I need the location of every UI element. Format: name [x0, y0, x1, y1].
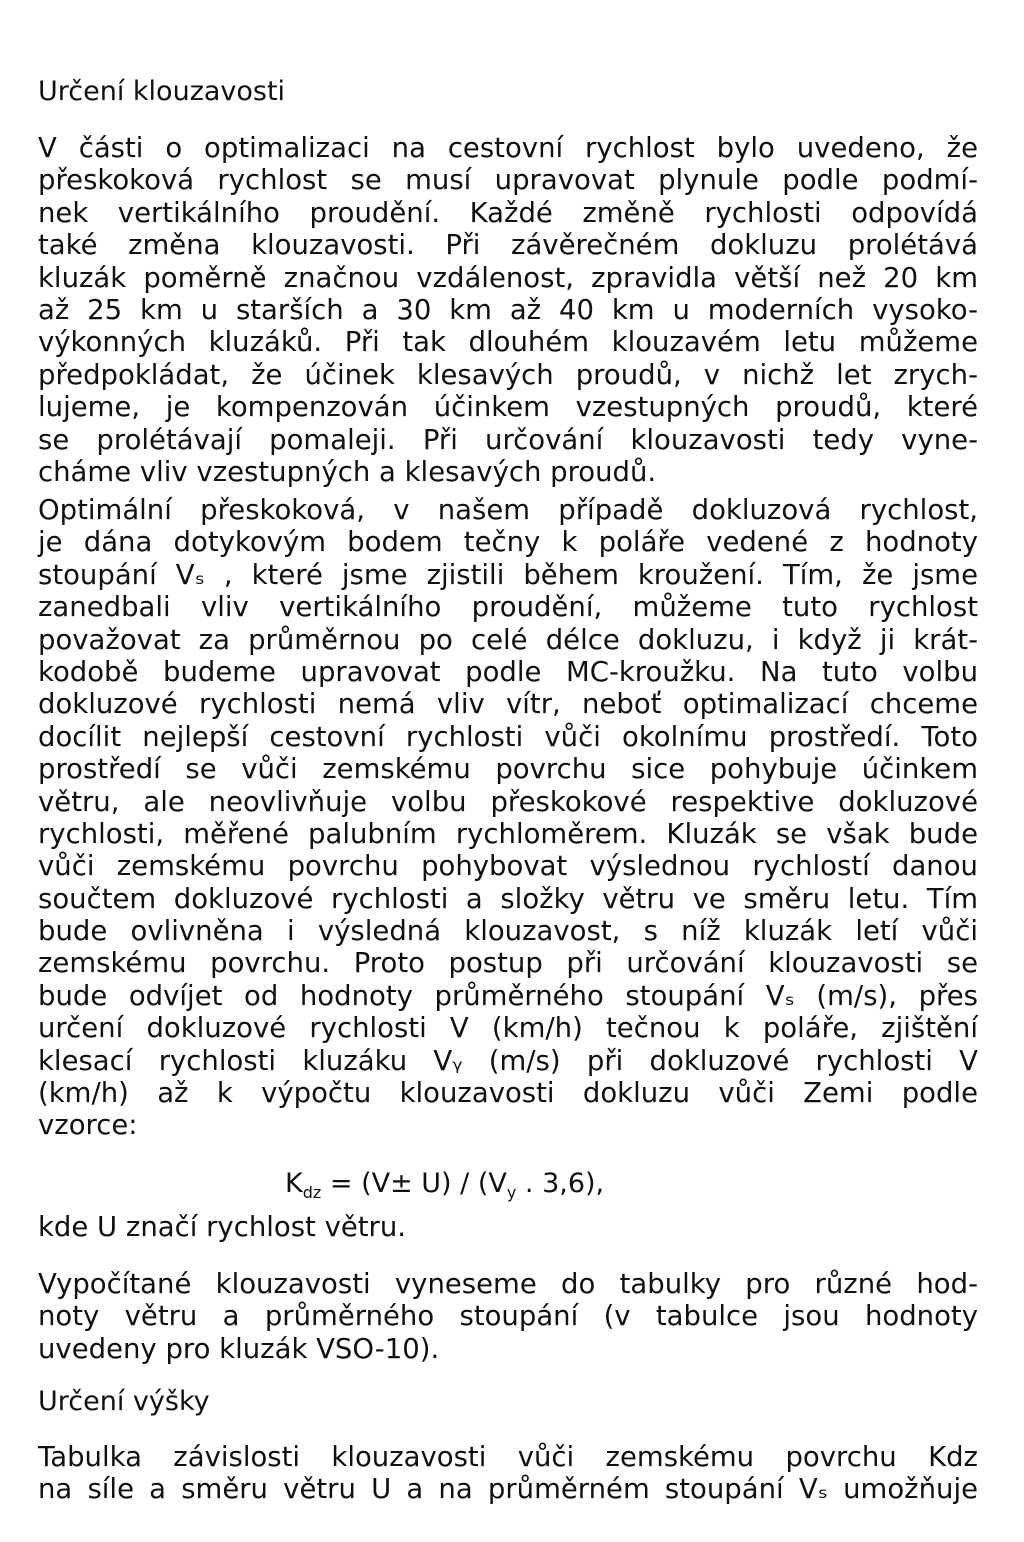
text-line: kodobě budeme upravovat podle MC-kroužku. Na tuto volbu	[38, 655, 978, 688]
section-heading-klouzavost: Určení klouzavosti	[38, 76, 286, 107]
text-line: uvedeny pro kluzák VSO-10).	[38, 1332, 440, 1365]
text-line: klesací rychlosti kluzáku Vᵧ (m/s) při dokluzové rychlosti V	[38, 1044, 978, 1077]
text-line: V části o optimalizaci na cestovní rychlost bylo uvedeno, že	[38, 132, 978, 164]
text-line: považovat za průměrnou po celé délce dokluzu, i když ji krát-	[38, 623, 978, 656]
text-line: také změna klouzavosti. Při závěrečném dokluzu prolétává	[38, 229, 978, 262]
text-line: Optimální přeskoková, v našem případě dokluzová rychlost,	[38, 494, 978, 526]
paragraph-tabulka	[38, 1268, 978, 1365]
paragraph-optimalizace	[38, 132, 978, 488]
text-line: zemskému povrchu. Proto postup při určování klouzavosti se	[38, 947, 978, 980]
text-line: předpokládat, že účinek klesavých proudů, v nichž let zrych-	[38, 358, 978, 391]
text-line: (km/h) až k výpočtu klouzavosti dokluzu vůči Zemi podle	[38, 1077, 978, 1110]
text-line: větru, ale neovlivňuje volbu přeskokové respektive dokluzové	[38, 785, 978, 818]
formula-klouzavost	[285, 1168, 604, 1209]
text-line: součtem dokluzové rychlosti a složky větru ve směru letu. Tím	[38, 882, 978, 915]
text-line: docílit nejlepší cestovní rychlosti vůči okolnímu prostředí. Toto	[38, 720, 978, 753]
text-line: bude odvíjet od hodnoty průměrného stoupání Vₛ (m/s), přes	[38, 979, 978, 1012]
text-line: vůči zemskému povrchu pohybovat výslednou rychlostí danou	[38, 850, 978, 883]
text-line: přeskoková rychlost se musí upravovat plynule podle podmí-	[38, 164, 978, 197]
section-heading-vyska: Určení výšky	[38, 1386, 210, 1417]
text-line: Tabulka závislosti klouzavosti vůči zemskému povrchu Kdz	[38, 1441, 978, 1473]
text-line: noty větru a průměrného stoupání (v tabulce jsou hodnoty	[38, 1300, 978, 1333]
text-line: cháme vliv vzestupných a klesavých proudů.	[38, 455, 657, 488]
paragraph-urceni-vysky	[38, 1441, 978, 1506]
text-line: výkonných kluzáků. Při tak dlouhém klouzavém letu můžeme	[38, 326, 978, 359]
formula-rhs: = (V± U) / (V	[329, 1168, 507, 1199]
formula-note: kde U značí rychlost větru.	[38, 1211, 407, 1243]
text-line: stoupání Vₛ , které jsme zjistili během kroužení. Tím, že jsme	[38, 558, 978, 591]
text-line: dokluzové rychlosti nemá vliv vítr, neboť optimalizací chceme	[38, 688, 978, 721]
formula-rhs-tail: . 3,6),	[516, 1168, 605, 1199]
text-line: Vypočítané klouzavosti vyneseme do tabulky pro různé hod-	[38, 1268, 978, 1300]
text-line: bude ovlivněna i výsledná klouzavost, s níž kluzák letí vůči	[38, 915, 978, 948]
text-line: lujeme, je kompenzován účinkem vzestupných proudů, které	[38, 391, 978, 424]
text-line: prostředí se vůči zemskému povrchu sice pohybuje účinkem	[38, 753, 978, 786]
text-line: kluzák poměrně značnou vzdálenost, zpravidla větší než 20 km	[38, 261, 978, 294]
text-line: rychlosti, měřené palubním rychloměrem. Kluzák se však bude	[38, 817, 978, 850]
text-line: určení dokluzové rychlosti V (km/h) tečnou k poláře, zjištění	[38, 1012, 978, 1045]
text-line: až 25 km u starších a 30 km až 40 km u moderních vysoko-	[38, 293, 978, 326]
text-line: nek vertikálního proudění. Každé změně rychlosti odpovídá	[38, 196, 978, 229]
text-line: zanedbali vliv vertikálního proudění, můžeme tuto rychlost	[38, 591, 978, 624]
formula-lhs: K	[285, 1168, 303, 1199]
text-line: vzorce:	[38, 1109, 138, 1142]
text-line: na síle a směru větru U a na průměrném stoupání Vₛ umožňuje	[38, 1473, 978, 1506]
text-line: je dána dotykovým bodem tečny k poláře vedené z hodnoty	[38, 526, 978, 559]
text-line: se prolétávají pomaleji. Při určování klouzavosti tedy vyne-	[38, 423, 978, 456]
formula-rhs-subscript: y	[506, 1183, 517, 1202]
paragraph-doklouzova-rychlost	[38, 494, 978, 1142]
formula-lhs-subscript: dz	[302, 1183, 322, 1202]
